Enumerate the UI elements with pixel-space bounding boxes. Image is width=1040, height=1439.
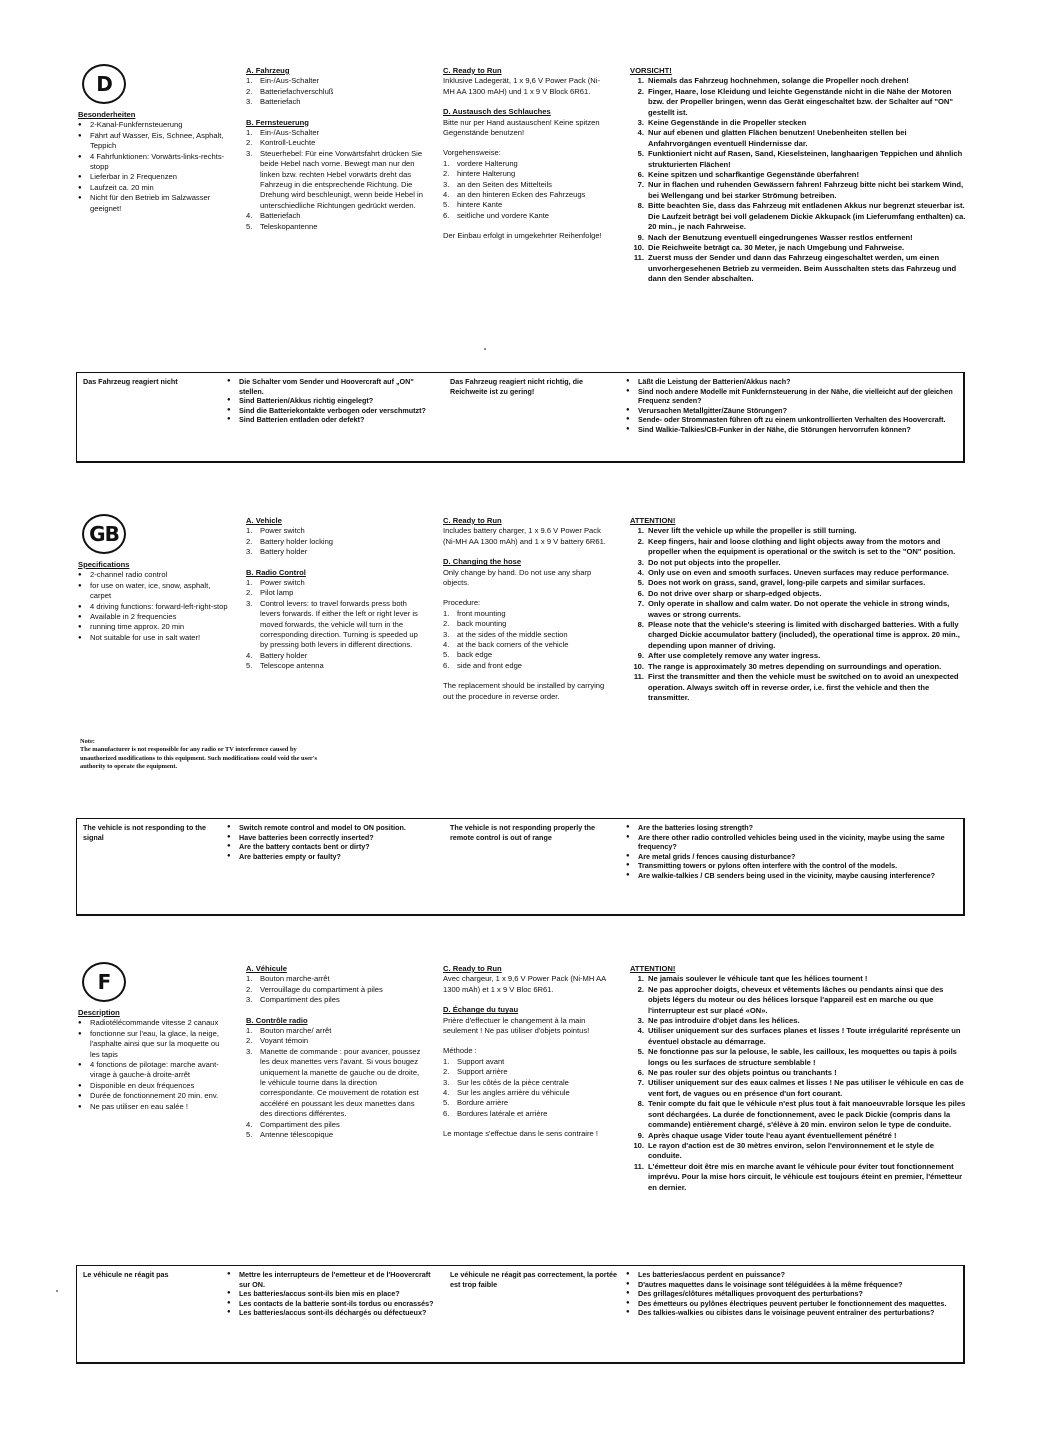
item-text: back mounting: [457, 619, 507, 629]
item-text: Lieferbar in 2 Frequenzen: [90, 172, 177, 182]
item-number: 1.: [246, 1026, 253, 1036]
item-text: Pilot lamp: [260, 588, 294, 598]
remote-title: B. Contrôle radio: [246, 1015, 308, 1025]
item-text: Keine Gegenstände in die Propeller stecken: [648, 118, 807, 128]
item-number: 2.: [246, 1036, 253, 1046]
item-text: Sind Batterien/Akkus richtig eingelegt?: [239, 396, 374, 406]
item-number: 3.: [443, 1077, 450, 1087]
list-item: [630, 1131, 966, 1141]
item-text: Are there other radio controlled vehicles being used in the vicinity, maybe using the same frequency?: [638, 832, 945, 852]
hose-outro: The replacement should be installed by carrying out the procedure in reverse order.: [443, 681, 605, 701]
item-text: an den hinteren Ecken des Fahrzeugs: [457, 190, 586, 200]
ready-to-run-title: C. Ready to Run: [443, 516, 502, 525]
item-number: 2.: [246, 536, 253, 546]
item-text: Support avant: [457, 1056, 505, 1066]
item-number: 7.: [637, 599, 644, 609]
item-text: Never lift the vehicle up while the propeller is still turning.: [648, 526, 857, 536]
item-number: 3.: [637, 118, 644, 128]
list-item: [246, 1047, 426, 1120]
item-text: Teleskopantenne: [260, 221, 318, 231]
item-text: Battery holder: [260, 650, 308, 660]
item-text: Keine spitzen und scharfkantige Gegenstände überfahren!: [648, 170, 859, 180]
item-text: Have batteries been correctly inserted?: [239, 832, 374, 842]
scan-speck: [484, 348, 486, 350]
procedure-title: Procedure:: [443, 598, 481, 608]
procedure-title: Vorgehensweise:: [443, 148, 501, 158]
attention-column: [630, 964, 966, 1193]
attention-list: [630, 974, 966, 1193]
list-item: [630, 1078, 966, 1099]
item-text: Radiotélécommande vitesse 2 canaux: [90, 1018, 219, 1028]
item-text: Après chaque usage Vider toute l'eau ayant éventuellement pénétré !: [648, 1130, 897, 1140]
item-text: Antenne télescopique: [260, 1130, 334, 1140]
list-item: [626, 1308, 956, 1318]
troubleshooting-box: [76, 1265, 965, 1364]
parts-column: [246, 964, 426, 1141]
item-number: 6.: [637, 1068, 644, 1078]
item-text: Do not drive over sharp or sharp-edged objects.: [648, 588, 822, 598]
item-text: Les batteries/accus sont-ils déchargés ou défectueux?: [239, 1308, 427, 1318]
item-text: Sende- oder Strommasten führen oft zu einem unkontrollierten Verhalten des Hoovercraft.: [638, 415, 946, 425]
item-text: Ein-/Aus-Schalter: [260, 76, 320, 86]
list-item: [626, 1289, 956, 1299]
item-text: Manette de commande : pour avancer, poussez les deux manettes vers l'avant. Si vous bougez uniquement la manette de gauche ou de droite, le véhicule tourne dans la direction correspondante. Ce mouvement de rotation est accéléré en poussant les deux manettes dans des directions différentes.: [260, 1046, 421, 1119]
hose-intro: Prière d'effectuer le changement à la main seulement ! Ne pas utiliser d'objets pointus!: [443, 1015, 590, 1036]
item-text: Bordure arrière: [457, 1098, 509, 1108]
item-text: Battery holder: [260, 547, 308, 557]
item-number: 2.: [637, 86, 644, 96]
scan-speck: [56, 1290, 58, 1292]
item-number: 7.: [637, 1078, 644, 1088]
list-item: [246, 985, 426, 995]
list-item: [246, 1120, 426, 1130]
item-text: Mettre les interrupteurs de l'emetteur et de l'Hoovercraft sur ON.: [239, 1270, 431, 1289]
specifications-title: Description: [78, 1008, 120, 1017]
hose-title: D. Austausch des Schlauches: [443, 107, 551, 117]
item-number: 10.: [633, 242, 644, 252]
item-text: Sind Walkie-Talkies/CB-Funker in der Nähe, die Störungen hervorrufen können?: [638, 424, 911, 434]
item-text: Fährt auf Wasser, Eis, Schnee, Asphalt, Teppich: [90, 130, 224, 151]
item-text: 2-channel radio control: [90, 570, 168, 580]
item-text: 4 fonctions de pilotage: marche avant-virage à gauche-à droite-arrêt: [90, 1060, 219, 1080]
item-text: Battery holder locking: [260, 536, 334, 546]
list-item: [227, 1289, 437, 1299]
ready-to-run-title: C. Ready to Run: [443, 66, 502, 75]
item-text: Batteriefach: [260, 97, 301, 107]
item-text: Only operate in shallow and calm water. Do not operate the vehicle in strong winds, waves or strong currents.: [648, 599, 950, 619]
ready-to-run-text: Inklusive Ladegerät, 1 x 9,6 V Power Pack (Ni-MH AA 1300 mAH) und 1 x 9 V Block 6R61.: [443, 76, 601, 96]
procedure-list: [443, 1057, 608, 1119]
item-number: 3.: [246, 995, 253, 1005]
item-text: seitliche und vordere Kante: [457, 210, 550, 220]
item-text: Laufzeit ca. 20 min: [90, 182, 154, 192]
item-text: Are batteries empty or faulty?: [239, 851, 341, 861]
checks-list: [626, 1270, 956, 1318]
item-text: Bordures latérale et arrière: [457, 1108, 548, 1118]
vehicle-title: A. Vehicle: [246, 516, 282, 525]
language-code: GB: [89, 522, 119, 546]
item-text: Verrouillage du compartiment à piles: [260, 984, 383, 994]
remote-parts-list: [246, 1026, 426, 1140]
attention-title: ATTENTION!: [630, 964, 676, 973]
item-number: 6.: [637, 170, 644, 180]
item-number: 2.: [246, 984, 253, 994]
specifications-column: [78, 1008, 228, 1112]
list-item: [630, 1068, 966, 1078]
item-number: 1.: [443, 608, 450, 618]
item-number: 6.: [443, 1108, 450, 1118]
checks-list: [227, 1270, 437, 1318]
item-number: 9.: [637, 1130, 644, 1140]
item-number: 4.: [443, 640, 450, 650]
problem-label: Das Fahrzeug reagiert nicht richtig, die Reichweite ist zu gering!: [450, 377, 583, 396]
item-text: Le rayon d'action est de 30 mètres environ, selon l'environnement et le style de conduite.: [648, 1140, 934, 1161]
item-text: vordere Halterung: [457, 158, 518, 168]
problem-label: The vehicle is not responding properly the remote control is out of range: [450, 823, 595, 842]
item-text: side and front edge: [457, 660, 523, 670]
remote-title: B. Radio Control: [246, 567, 306, 577]
item-number: 3.: [246, 1046, 253, 1056]
item-number: 5.: [443, 200, 450, 210]
item-number: 4.: [443, 1088, 450, 1098]
list-item: [246, 1130, 426, 1140]
item-text: Verursachen Metallgitter/Zäune Störungen?: [638, 405, 787, 415]
item-text: Nur in flachen und ruhenden Gewässern fahren! Fahrzeug bitte nicht bei starkem Wind, bei Wellengang und bei starker Strömung betreiben.: [648, 180, 964, 200]
item-text: Nur auf ebenen und glatten Flächen benutzen! Unebenheiten stellen bei Anfahrvorgängen eventuell Hindernisse dar.: [648, 128, 907, 148]
item-text: Ne pas rouler sur des objets pointus ou tranchants !: [648, 1068, 837, 1078]
item-text: Switch remote control and model to ON position.: [239, 823, 406, 832]
item-text: Support arrière: [457, 1067, 508, 1077]
item-number: 1.: [637, 974, 644, 984]
item-text: Les contacts de la batterie sont-ils tordus ou encrassés?: [239, 1298, 434, 1308]
item-number: 1.: [246, 578, 253, 588]
item-text: Please note that the vehicle's steering is limited with discharged batteries. With a fully charged Dickie accumulator battery (included), the operational time is approx. 20 min., depending upon manner of driving.: [648, 620, 960, 650]
item-text: Niemals das Fahrzeug hochnehmen, solange die Propeller noch drehen!: [648, 76, 909, 86]
item-text: Bouton marche/ arrêt: [260, 1026, 332, 1036]
item-number: 4.: [246, 211, 253, 221]
item-number: 2.: [246, 138, 253, 148]
item-text: Utiliser uniquement sur des surfaces planes et lisses ! Toute irrégularité représente un éventuel obstacle au démarrage.: [648, 1026, 961, 1046]
item-number: 9.: [637, 651, 644, 661]
ready-hose-column: [443, 964, 608, 1140]
list-item: [626, 1270, 956, 1280]
list-item: [630, 1141, 966, 1162]
list-item: [630, 1162, 966, 1193]
vehicle-parts-list: [246, 974, 426, 1005]
item-number: 11.: [633, 253, 644, 263]
item-number: 1.: [246, 128, 253, 138]
specifications-list: [78, 1018, 228, 1112]
item-text: Nach der Benutzung eventuell eingedrungenes Wasser restlos entfernen!: [648, 232, 913, 242]
item-number: 11.: [633, 1161, 644, 1171]
item-number: 5.: [443, 1098, 450, 1108]
item-number: 2.: [443, 169, 450, 179]
item-number: 3.: [637, 1016, 644, 1026]
item-text: Compartiment des piles: [260, 1119, 340, 1129]
item-number: 2.: [246, 588, 253, 598]
item-text: Durée de fonctionnement 20 min. env.: [90, 1091, 219, 1101]
item-number: 1.: [246, 76, 253, 86]
item-text: fonctionne sur l'eau, la glace, la neige, l'asphalte ainsi que sur la moquette ou les tapis: [90, 1028, 220, 1059]
item-number: 3.: [246, 547, 253, 557]
item-text: Power switch: [260, 578, 305, 588]
list-item: [78, 1091, 228, 1101]
item-text: an den Seiten des Mittelteils: [457, 179, 552, 189]
item-text: Available in 2 frequencies: [90, 612, 177, 622]
list-item: [443, 1078, 608, 1088]
item-number: 1.: [637, 76, 644, 86]
list-item: [626, 1280, 956, 1290]
specifications-title: Specifications: [78, 560, 130, 569]
item-number: 1.: [443, 158, 450, 168]
item-text: Ne pas approcher doigts, cheveux et vêtements lâches ou pendants ainsi que des objets légers du moteur ou des hélices lorsque l'appareil est en marche ou que l'interrupteur est sur placé «ON».: [648, 984, 944, 1015]
list-item: [630, 1026, 966, 1047]
item-text: Sind noch andere Modelle mit Funkfernsteuerung in der Nähe, die vielleicht auf der gleichen Frequenz senden?: [638, 386, 953, 406]
item-text: Are metal grids / fences causing disturbance?: [638, 851, 796, 861]
item-text: Ne pas utiliser en eau salée !: [90, 1101, 188, 1111]
item-text: Transmitting towers or pylons often interfere with the control of the models.: [638, 861, 898, 871]
list-item: [630, 1099, 966, 1130]
item-text: Les batteries/accus sont-ils bien mis en place?: [239, 1289, 400, 1299]
ready-to-run-title: C. Ready to Run: [443, 964, 502, 973]
item-text: Compartiment des piles: [260, 995, 340, 1005]
list-item: [78, 1018, 228, 1028]
item-number: 4.: [443, 190, 450, 200]
vehicle-title: A. Fahrzeug: [246, 66, 290, 75]
item-number: 2.: [637, 984, 644, 994]
item-text: running time approx. 20 min: [90, 622, 185, 632]
list-item: [78, 1102, 228, 1112]
item-text: hintere Halterung: [457, 169, 516, 179]
note-text: The manufacturer is not responsible for any radio or TV interference caused by unauthorized modifications to this equipment. Such modifications could void the user's authority to operate the equipment.: [80, 746, 318, 771]
item-text: Funktioniert nicht auf Rasen, Sand, Kieselsteinen, langhaarigen Teppichen und ähnlich strukturierten Flächen!: [648, 149, 963, 169]
item-text: 4 Fahrfunktionen: Vorwärts-links-rechts-stopp: [90, 151, 225, 172]
item-text: Keep fingers, hair and loose clothing and light objects away from the motors and propeller when the equipment is operational or the switch is set to the "ON" position.: [648, 536, 956, 557]
item-number: 8.: [637, 201, 644, 211]
item-text: 2-Kanal-Funkfernsteuerung: [90, 120, 183, 130]
item-text: Des talkies-walkies ou cibistes dans le voisinage peuvent entraîner des perturbations?: [638, 1308, 935, 1318]
item-text: Steuerhebel: Für eine Vorwärtsfahrt drücken Sie beide Hebel nach vorne. Bewegt man nur den linken bzw. rechten Hebel vorwärts dreht das Fahrzeug in die entsprechende Richtung. Die Drehung wird beschleunigt, wenn beide Hebel in unterschiedliche Richtungen gedrückt werden.: [260, 148, 423, 210]
item-number: 3.: [443, 629, 450, 639]
list-item: [246, 1036, 426, 1046]
item-text: Not suitable for use in salt water!: [90, 632, 201, 642]
list-item: [630, 1047, 966, 1068]
item-number: 4.: [246, 1119, 253, 1129]
item-text: Telescope antenna: [260, 661, 324, 671]
item-text: L'émetteur doit être mis en marche avant le véhicule pour éviter tout fonctionnement imprévu. Pour la mise hors circuit, le véhicule est toujours éteint en premier, l'émetteur en dernier.: [648, 1161, 963, 1192]
item-number: 1.: [246, 526, 253, 536]
item-text: Disponible en deux fréquences: [90, 1080, 195, 1090]
item-text: Die Reichweite beträgt ca. 30 Meter, je nach Umgebung und Fahrweise.: [648, 242, 905, 252]
item-number: 8.: [637, 620, 644, 630]
remote-title: B. Fernsteuerung: [246, 117, 309, 127]
item-text: Sur les côtés de la pièce centrale: [457, 1077, 569, 1087]
checks-column: [227, 1270, 437, 1318]
attention-title: VORSICHT!: [630, 66, 672, 75]
problem-label: Le véhicule ne réagit pas: [83, 1270, 169, 1279]
item-text: Sind die Batteriekontakte verbogen oder verschmutzt?: [239, 405, 426, 415]
ready-to-run-text: Includes battery charger, 1 x 9.6 V Power Pack (Ni-MH AA 1300 mAh) and 1 x 9 V battery 6R61.: [443, 526, 606, 546]
item-number: 4.: [637, 1026, 644, 1036]
item-text: Des émetteurs ou pylônes électriques peuvent pertuber le fonctionnement des maquettes.: [638, 1298, 947, 1308]
item-text: Batteriefachverschluß: [260, 86, 334, 96]
item-number: 3.: [246, 148, 253, 158]
list-item: [443, 1098, 608, 1108]
checks-column: [626, 1270, 956, 1318]
item-text: Finger, Haare, lose Kleidung und leichte Gegenstände nicht in die Nähe der Motoren bzw. der Propeller bringen, wenn das Gerät eingeschaltet bzw. der Schalter auf "ON" gestellt ist.: [648, 86, 953, 117]
list-item: [630, 1016, 966, 1026]
language-code: D: [96, 72, 112, 96]
item-number: 5.: [443, 650, 450, 660]
item-text: Ne jamais soulever le véhicule tant que les hélices tournent !: [648, 974, 868, 984]
specifications-title: Besonderheiten: [78, 110, 136, 119]
item-number: 4.: [637, 128, 644, 138]
list-item: [630, 974, 966, 984]
item-number: 4.: [637, 568, 644, 578]
item-text: Only use on even and smooth surfaces. Uneven surfaces may reduce performance.: [648, 568, 949, 578]
language-code: F: [97, 970, 111, 994]
list-item: [443, 1088, 608, 1098]
item-number: 6.: [443, 210, 450, 220]
list-item: [78, 1060, 228, 1081]
item-text: Bitte beachten Sie, dass das Fahrzeug mit entladenen Akkus nur begrenzt steuerbar ist. Die Laufzeit beträgt bei voll geladenem Dickie Akkupack (im Lieferumfang enthalten) ca. 20 min., je nach Fahrweise.: [648, 201, 966, 232]
item-number: 10.: [633, 1140, 644, 1150]
item-text: hintere Kante: [457, 200, 503, 210]
item-number: 8.: [637, 1099, 644, 1109]
item-text: Die Schalter vom Sender und Hoovercraft auf „ON" stellen.: [239, 377, 414, 396]
item-number: 2.: [246, 86, 253, 96]
ready-to-run-text: Avec chargeur, 1 x 9,6 V Power Pack (Ni-MH AA 1300 mAh) et 1 x 9 V Bloc 6R61.: [443, 974, 606, 994]
list-item: [227, 1308, 437, 1318]
item-text: Utiliser uniquement sur des eaux calmes et lisses ! Ne pas utiliser le véhicule en cas de vent fort, de vagues ou en présence d'un fort courant.: [648, 1078, 964, 1098]
item-text: Kontroll-Leuchte: [260, 138, 316, 148]
list-item: [630, 985, 966, 1016]
item-number: 5.: [637, 149, 644, 159]
list-item: [78, 1081, 228, 1091]
problem-label: The vehicle is not responding to the signal: [83, 823, 206, 842]
item-text: Les batteries/accus perdent en puissance?: [638, 1270, 785, 1279]
item-number: 9.: [637, 232, 644, 242]
note-label: Note:: [80, 738, 95, 745]
item-text: Bouton marche-arrêt: [260, 974, 330, 984]
item-text: Sur les angles arrière du véhicule: [457, 1088, 570, 1098]
item-text: for use on water, ice, snow, asphalt, carpet: [90, 580, 211, 601]
item-number: 10.: [633, 661, 644, 671]
item-number: 5.: [246, 661, 253, 671]
item-text: Control levers: to travel forwards press both levers forwards. If either the left or right lever is moved forwards, the vehicle will turn in the corresponding direction. Turning is speeded up by pressing both levers in different directions.: [260, 598, 418, 650]
item-number: 4.: [246, 650, 253, 660]
item-text: Ein-/Aus-Schalter: [260, 128, 320, 138]
item-number: 7.: [637, 180, 644, 190]
procedure-title: Méthode :: [443, 1046, 477, 1056]
hose-title: D. Changing the hose: [443, 557, 522, 567]
item-text: Nicht für den Betrieb im Salzwasser geeignet!: [90, 193, 211, 213]
item-text: D'autres maquettes dans le voisinage sont téléguidées à la même fréquence?: [638, 1279, 903, 1289]
item-text: Des grillages/clôtures métalliques provoquent des perturbations?: [638, 1289, 863, 1299]
item-text: front mounting: [457, 608, 506, 618]
list-item: [443, 1057, 608, 1067]
item-text: at the back corners of the vehicle: [457, 640, 569, 650]
item-number: 5.: [637, 578, 644, 588]
problem-label: Le véhicule ne réagit pas correctement, la portée est trop faible: [450, 1270, 617, 1289]
item-text: Are walkie-talkies / CB senders being used in the vicinity, maybe causing interference?: [638, 870, 936, 880]
list-item: [78, 1029, 228, 1060]
list-item: [443, 1109, 608, 1119]
hose-intro: Only change by hand. Do not use any sharp objects.: [443, 567, 592, 588]
item-text: Are the battery contacts bent or dirty?: [239, 842, 370, 852]
list-item: [227, 1270, 437, 1289]
item-text: Sind Batterien entladen oder defekt?: [239, 415, 365, 425]
item-text: Are the batteries losing strength?: [638, 823, 754, 832]
list-item: [246, 974, 426, 984]
item-number: 1.: [246, 974, 253, 984]
item-text: Ne pas introduire d'objet dans les hélices.: [648, 1016, 800, 1026]
item-number: 3.: [246, 598, 253, 608]
item-number: 11.: [633, 672, 644, 682]
list-item: [227, 1299, 437, 1309]
item-text: Tenir compte du fait que le véhicule n'est plus tout à fait manoeuvrable lorsque les piles sont déchargées. La durée de fonctionnement, avec le pack Dickie (compris dans la commande) entièrement chargé, s'élève à 20 min. environ selon le type de conduite.: [648, 1099, 966, 1130]
item-number: 5.: [246, 1130, 253, 1140]
item-number: 5.: [637, 1047, 644, 1057]
item-number: 6.: [637, 588, 644, 598]
list-item: [246, 995, 426, 1005]
item-text: After use completely remove any water ingress.: [648, 651, 821, 661]
item-number: 2.: [443, 619, 450, 629]
item-number: 3.: [246, 97, 253, 107]
item-number: 6.: [443, 660, 450, 670]
problem-label: Das Fahrzeug reagiert nicht: [83, 377, 178, 386]
item-text: back edge: [457, 650, 493, 660]
item-number: 1.: [637, 526, 644, 536]
item-number: 2.: [637, 536, 644, 546]
hose-title: D. Échange du tuyau: [443, 1005, 519, 1015]
item-text: Batteriefach: [260, 211, 301, 221]
item-text: Do not put objects into the propeller.: [648, 557, 781, 567]
item-text: First the transmitter and then the vehicle must be switched on to avoid an unexpected operation. Always switch off in reverse order, i.e. first the vehicle and then the transmitter.: [648, 672, 959, 702]
item-number: 1.: [443, 1056, 450, 1066]
item-text: Ne fonctionne pas sur la pelouse, le sable, les cailloux, les moquettes ou tapis à poils longs ou les surfaces de structure semblable !: [648, 1047, 957, 1067]
list-item: [443, 1067, 608, 1077]
item-text: The range is approximately 30 metres depending on surroundings and operation.: [648, 661, 942, 671]
list-item: [246, 1026, 426, 1036]
item-text: Läßt die Leistung der Batterien/Akkus nach?: [638, 377, 791, 386]
item-number: 3.: [443, 179, 450, 189]
item-number: 2.: [443, 1067, 450, 1077]
item-text: Voyant témoin: [260, 1036, 309, 1046]
hose-outro: Le montage s'effectue dans le sens contraire !: [443, 1129, 598, 1139]
attention-title: ATTENTION!: [630, 516, 676, 525]
vehicle-title: A. Véhicule: [246, 964, 287, 973]
hose-intro: Bitte nur per Hand austauschen! Keine spitzen Gegenstände benutzen!: [443, 117, 600, 138]
list-item: [626, 1299, 956, 1309]
item-text: at the sides of the middle section: [457, 629, 568, 639]
item-text: Zuerst muss der Sender und dann das Fahrzeug eingeschaltet werden, um einen unvorhergesehenen Betrieb zu vermeiden. Beim Ausschalten stets das Fahrzeug und dann den Sender abschalten.: [648, 253, 957, 284]
item-text: Power switch: [260, 526, 305, 536]
item-text: 4 driving functions: forward-left-right-stop: [90, 601, 228, 611]
item-number: 3.: [637, 557, 644, 567]
hose-outro: Der Einbau erfolgt in umgekehrter Reihenfolge!: [443, 231, 602, 241]
item-number: 5.: [246, 221, 253, 231]
item-text: Does not work on grass, sand, gravel, long-pile carpets and similar surfaces.: [648, 578, 926, 588]
language-badge: [82, 962, 126, 1002]
